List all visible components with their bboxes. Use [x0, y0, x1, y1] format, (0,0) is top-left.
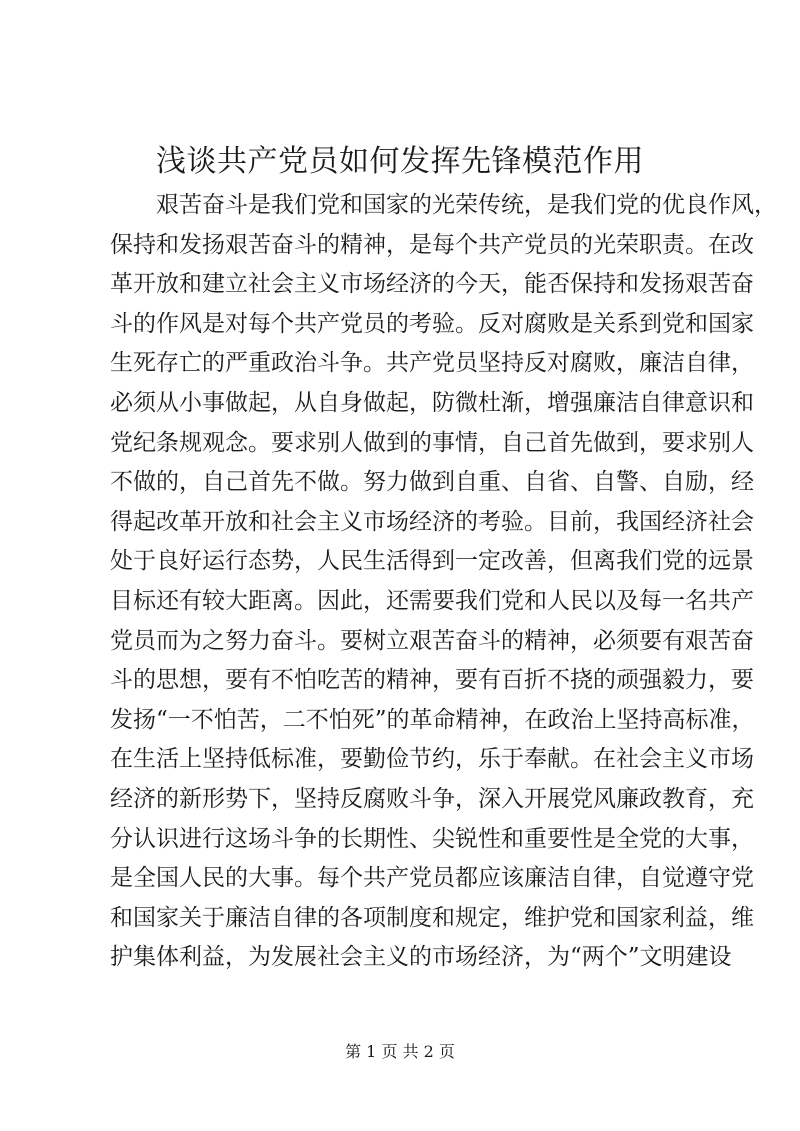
body-line: 分认识进行这场斗争的长期性、尖锐性和重要性是全党的大事， — [110, 825, 754, 852]
body-line: 不做的，自己首先不做。努力做到自重、自省、自警、自励，经 — [110, 469, 754, 496]
body-line: 艰苦奋斗是我们党和国家的光荣传统，是我们党的优良作风， — [156, 192, 777, 218]
body-line: 经济的新形势下，坚持反腐败斗争，深入开展党风廉政教育，充 — [110, 785, 754, 812]
body-line: 革开放和建立社会主义市场经济的今天，能否保持和发扬艰苦奋 — [110, 271, 754, 298]
body-line: 得起改革开放和社会主义市场经济的考验。目前，我国经济社会 — [110, 508, 754, 535]
page-footer: 第 1 页 共 2 页 — [345, 1042, 455, 1061]
body-line: 必须从小事做起，从自身做起，防微杜渐，增强廉洁自律意识和 — [110, 389, 754, 416]
body-line: 斗的思想，要有不怕吃苦的精神，要有百折不挠的顽强毅力，要 — [110, 667, 754, 694]
body-line: 在生活上坚持低标准，要勤俭节约，乐于奉献。在社会主义市场 — [110, 746, 754, 773]
body-line: 保持和发扬艰苦奋斗的精神，是每个共产党员的光荣职责。在改 — [110, 231, 754, 258]
body-line: 发扬“一不怕苦，二不怕死”的革命精神，在政治上坚持高标准， — [110, 706, 755, 733]
body-line: 和国家关于廉洁自律的各项制度和规定，维护党和国家利益，维 — [110, 904, 754, 931]
body-line: 目标还有较大距离。因此，还需要我们党和人民以及每一名共产 — [110, 587, 754, 614]
body-line: 是全国人民的大事。每个共产党员都应该廉洁自律，自觉遵守党 — [110, 865, 754, 892]
document-body — [110, 186, 777, 978]
document-title: 浅谈共产党员如何发挥先锋模范作用 — [156, 144, 644, 179]
body-line: 党员而为之努力奋斗。要树立艰苦奋斗的精神，必须要有艰苦奋 — [110, 627, 754, 654]
body-line: 斗的作风是对每个共产党员的考验。反对腐败是关系到党和国家 — [110, 310, 754, 337]
body-line: 护集体利益，为发展社会主义的市场经济，为“两个”文明建设 — [110, 944, 732, 971]
body-line: 党纪条规观念。要求别人做到的事情，自己首先做到，要求别人 — [110, 429, 754, 456]
body-line: 处于良好运行态势，人民生活得到一定改善，但离我们党的远景 — [110, 548, 754, 575]
body-line: 生死存亡的严重政治斗争。共产党员坚持反对腐败，廉洁自律， — [110, 350, 754, 377]
